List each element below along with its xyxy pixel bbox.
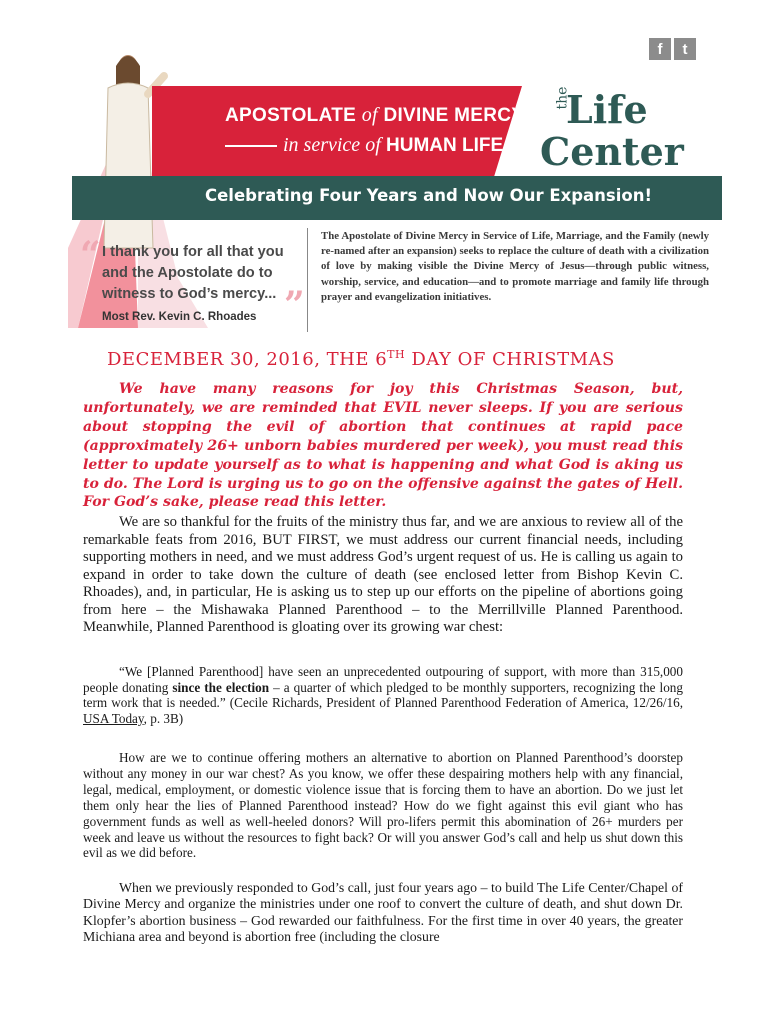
logo-the: the: [554, 86, 571, 110]
apostolate-subtitle: in service of HUMAN LIFE: [225, 134, 503, 157]
celebration-text: Celebrating Four Years and Now Our Expansion!: [205, 186, 653, 205]
open-quote-icon: “: [80, 234, 101, 276]
twitter-icon[interactable]: t: [674, 38, 696, 60]
body-paragraph-2: “We [Planned Parenthood] have seen an unprecedented outpouring of support, with more than 315,000 people donating since the election – a quarter of which pledged to be monthly supporters, recognizing the long term work that is needed.” (Cecile Richards, President of Planned Parenthood Federation of America, 12/26/16, USA Today, p. 3B): [83, 664, 683, 726]
logo-center: Center: [540, 129, 684, 174]
bishop-quote: [82, 242, 302, 323]
date-heading: DECEMBER 30, 2016, THE 6TH DAY OF CHRISTMAS: [107, 348, 615, 370]
apostolate-title: APOSTOLATE of DIVINE MERCY: [225, 104, 525, 126]
quote-text: I thank you for all that you and the Apostolate do to witness to God’s mercy...: [102, 244, 284, 302]
mission-statement: The Apostolate of Divine Mercy in Service of Life, Marriage, and the Family (newly re-named after an expansion) seeks to replace the culture of death with a civilization of love by making visible the Divine Mercy of Jesus—through public witness, worship, service, and education—and to promote marriage and family life through prayer and evangelization initiatives.: [321, 230, 709, 303]
close-quote-icon: ”: [284, 284, 305, 326]
quote-attribution: Most Rev. Kevin C. Rhoades: [102, 311, 257, 323]
logo-life: Life: [566, 87, 648, 132]
divider: [307, 228, 308, 332]
body-paragraph-1: We are so thankful for the fruits of the ministry thus far, and we are anxious to review all of the remarkable feats from 2016, BUT FIRST, we must address our current financial needs, including supporting mothers in need, and we must address God’s urgent request of us. He is calling us again to expand in order to take down the culture of death (see enclosed letter from Bishop Kevin C. Rhoades), and, in particular, He is asking us to step up our efforts on the pipeline of abortions going from here – the Mishawaka Planned Parenthood – to the Merrillville Planned Parenthood. Meanwhile, Planned Parenthood is gloating over its growing war chest:: [83, 514, 683, 635]
body-paragraph-4: When we previously responded to God’s call, just four years ago – to build The Life Center/Chapel of Divine Mercy and organize the ministries under one roof to convert the culture of death, and shut down Dr. Klopfer’s abortion business – God rewarded our faithfulness. For the first time in over 40 years, the greater Michiana area and beyond is abortion free (including the closure: [83, 880, 683, 944]
body-paragraph-3: How are we to continue offering mothers an alternative to abortion on Planned Parenthood’s doorstep without any money in our war chest? As you know, we offer these despairing mothers help with any financial, legal, medical, employment, or domestic violence issue that is forcing them to have an abortion. Do we just let them only hear the lies of Planned Parenthood instead? How do we fight against this evil giant who has government funds as well as well-heeled donors? Will pro-lifers permit this abomination of 26+ murders per week and leave us without the resources to fight back? Or will you answer God’s call and help us shut down this evil as we did before.: [83, 750, 683, 861]
intro-paragraph: We have many reasons for joy this Christmas Season, but, unfortunately, we are reminded that EVIL never sleeps. If you are serious about stopping the evil of abortion that continues at rapid pace (approximately 26+ unborn babies murdered per week), you must read this letter to update yourself as to what is happening and what God is aking us to do. The Lord is urging us to go on the offensive against the gates of Hell. For God’s sake, please read this letter.: [83, 381, 683, 511]
social-links: [649, 38, 696, 60]
facebook-icon[interactable]: f: [649, 38, 671, 60]
